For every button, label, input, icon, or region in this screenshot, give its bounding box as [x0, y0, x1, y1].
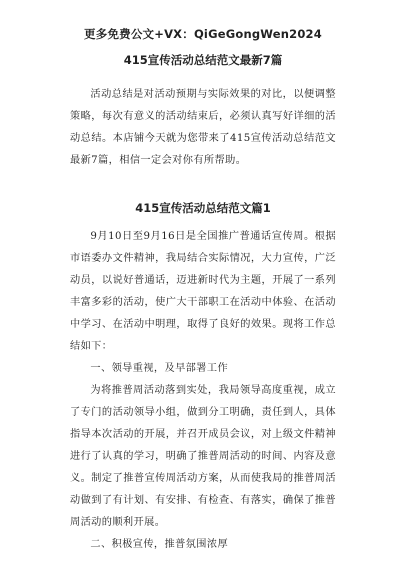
subheading: 二、积极宣传，推普氛围浓厚: [90, 539, 229, 550]
watermark-text: 更多免费公文+VX：QiGeGongWen2024: [84, 27, 322, 41]
body-paragraph: 9月10日至9月16日是全国推广普通话宣传周。根据市语委办文件精神，我局结合实际情况，大力宣传，广泛动员，以说好普通话，迈进新时代为主题，开展了一系列丰富多彩的活动，使广大干部职工在活动中体验、在活动中学习、在活动中明理，取得了良好的效果。现将工作总结如下：: [70, 231, 336, 352]
intro-paragraph: 活动总结是对活动预期与实际效果的对比，以便调整策略，每次有意义的活动结束后，必须认真写好详细的活动总结。本店铺今天就为您带来了415宣传活动总结范文最新7篇，相信一定会对你有所帮助。: [70, 89, 336, 166]
document-title: 415宣传活动总结范文最新7篇: [123, 53, 283, 67]
subheading: 一、领导重视，及早部署工作: [90, 363, 229, 374]
body-paragraph: 为将推普周活动落到实处，我局领导高度重视，成立了专门的活动领导小组，做到分工明确，责任到人，具体指导本次活动的开展，并召开成员会议，对上级文件精神进行了认真的学习，明确了推普周活动的时间、内容及意义。制定了推普宣传周活动方案，从而使我局的推普周活动做到了有计划、有安排、有检查、有落实，确保了推普周活动的顺利开展。: [70, 385, 336, 528]
section-title: 415宣传活动总结范文篇1: [135, 201, 271, 215]
